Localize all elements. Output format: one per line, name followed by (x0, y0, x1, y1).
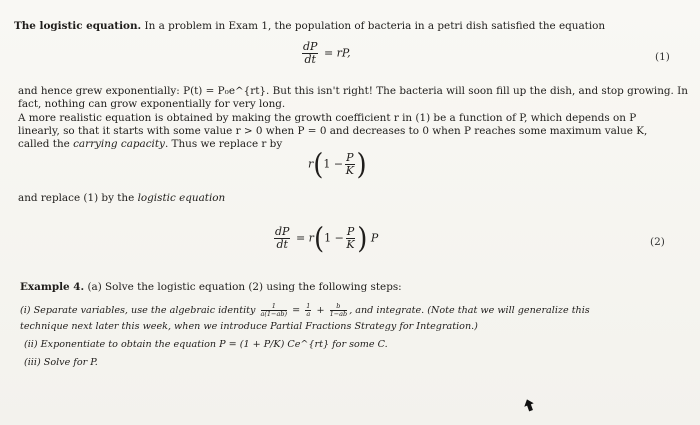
eq1-rhs: = rP, (323, 46, 351, 60)
identity-r1-num: 1 (306, 302, 311, 310)
eq2-P: P (346, 225, 355, 238)
repl-r: r (308, 157, 314, 171)
eq2-right-paren: ) (357, 222, 368, 255)
para2-line3-post: . Thus we replace r by (164, 138, 283, 150)
replace-pre: and replace (1) by the (18, 192, 138, 204)
step1-line2: technique next later this week, when we introduce Partial Fractions Strategy for Integration.) (20, 321, 478, 332)
step1-continuation: , and integrate. (Note that we will generalize this (349, 305, 590, 316)
replacement-expression (308, 148, 367, 181)
identity-r2 (330, 303, 348, 318)
eq1-denominator: dt (304, 53, 316, 66)
example-line (20, 281, 402, 294)
eq2-tail-P: P (370, 231, 379, 245)
repl-one-minus: 1 − (323, 157, 344, 171)
step3-line: (iii) Solve for P. (24, 357, 98, 368)
replace-line (18, 192, 225, 205)
identity-eq: = (292, 305, 301, 316)
eq1-numerator: dP (303, 40, 318, 53)
intro-line (14, 20, 605, 33)
equation-1 (300, 41, 351, 66)
eq1-label: (1) (655, 51, 670, 63)
identity-r2-den: 1−ab (329, 310, 348, 318)
mouse-cursor-icon (522, 398, 536, 412)
identity-lhs-num: 1 (261, 303, 288, 311)
para2-line3 (18, 138, 282, 151)
logistic-equation-term: logistic equation (137, 192, 226, 204)
intro-text: In a problem in Exam 1, the population of bacteria in a petri dish satisfied the equation (141, 20, 606, 32)
identity-plus: + (316, 305, 325, 316)
eq2-label: (2) (650, 236, 665, 248)
eq1-fraction (302, 41, 318, 66)
para1-line2: fact, nothing can grow exponentially for very long. (18, 98, 286, 110)
eq2-K: K (346, 238, 355, 251)
step1-line1 (20, 303, 590, 318)
para2-line1: A more realistic equation is obtained by making the growth coefficient r in (1) be a function of P, which depends on P (18, 112, 637, 124)
identity-r1-den: a (306, 310, 311, 318)
step1-intro: (i) Separate variables, use the algebraic identity (20, 305, 256, 316)
repl-fraction (345, 152, 354, 177)
identity-lhs (261, 303, 288, 318)
para1-line1: and hence grew exponentially: P(t) = P₀e^{rt}. But this isn't right! The bacteria will soon fill up the dish, and stop growing. In (18, 85, 688, 97)
equation-2 (272, 222, 379, 255)
identity-lhs-den: a(1−ab) (260, 310, 288, 318)
eq2-numerator: dP (275, 225, 290, 238)
section-title: The logistic equation. (14, 20, 142, 32)
identity-r2-num: b (330, 303, 348, 311)
eq2-inner-fraction (346, 226, 355, 251)
carrying-capacity-term: carrying capacity (73, 138, 165, 150)
para2-line2: linearly, so that it starts with some value r > 0 when P = 0 and decreases to 0 when P reaches some maximum value K, (18, 125, 648, 137)
step2-line: (ii) Exponentiate to obtain the equation P = (1 + P/K) Ce^{rt} for some C. (24, 339, 388, 350)
eq2-eq-r: = r (295, 231, 314, 245)
para2-line3-pre: called the (18, 138, 74, 150)
left-paren: ( (313, 148, 324, 181)
example-title: Example 4. (20, 281, 85, 293)
identity-r1 (305, 303, 311, 318)
repl-P: P (346, 151, 354, 164)
eq2-one-minus: 1 − (324, 231, 344, 245)
example-body: (a) Solve the logistic equation (2) using the following steps: (84, 281, 402, 293)
eq2-denominator: dt (276, 238, 288, 251)
eq2-fraction (274, 226, 290, 251)
repl-K: K (345, 164, 354, 177)
eq2-left-paren: ( (313, 222, 325, 255)
right-paren: ) (356, 148, 367, 181)
